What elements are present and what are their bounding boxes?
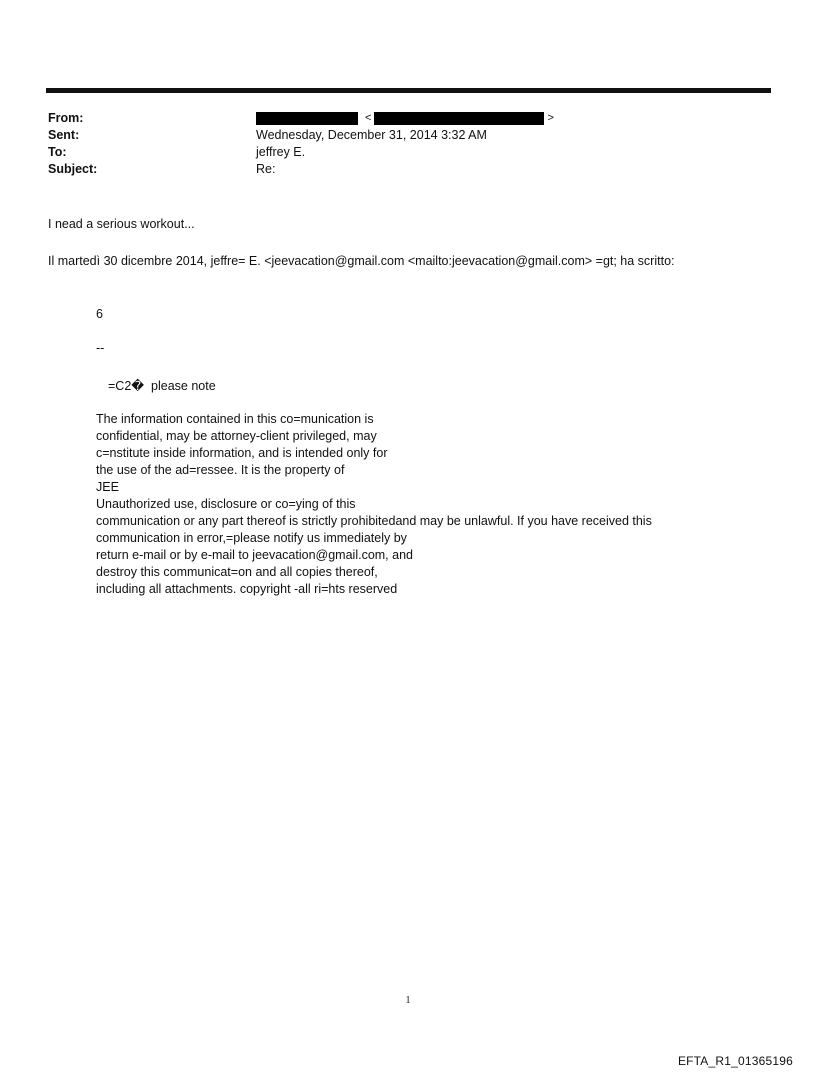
- disclaimer-line: confidential, may be attorney-client privileged, may: [96, 429, 377, 443]
- disclaimer-line: including all attachments. copyright -all ri=hts reserved: [96, 582, 398, 596]
- subject-row: [48, 161, 748, 178]
- signature-separator: --: [96, 341, 105, 355]
- disclaimer-line: destroy this communicat=on and all copies thereof,: [96, 565, 378, 579]
- to-value: jeffrey E.: [256, 145, 306, 159]
- sent-row: [48, 127, 748, 144]
- sent-label: Sent:: [48, 128, 80, 142]
- email-header: [48, 110, 748, 178]
- message-line-1: I nead a serious workout...: [48, 217, 195, 231]
- from-label: From:: [48, 111, 84, 125]
- message-quote-intro: Il martedì 30 dicembre 2014, jeffre= E. <jeevacation@gmail.com <mailto:jeevacation@gmail.com> =gt; ha scritto:: [48, 254, 675, 268]
- from-row: [48, 110, 748, 127]
- header-rule: [46, 88, 771, 93]
- disclaimer-line: the use of the ad=ressee. It is the property of: [96, 463, 345, 477]
- page-number: 1: [405, 995, 411, 1006]
- please-note-line: =C2� please note: [108, 379, 216, 393]
- subject-value: Re:: [256, 162, 276, 176]
- from-close-bracket: >: [547, 112, 554, 124]
- redacted-sender-name: [256, 112, 358, 125]
- disclaimer-line: Unauthorized use, disclosure or co=ying of this: [96, 497, 356, 511]
- from-value: [256, 110, 554, 127]
- document-id: EFTA_R1_01365196: [677, 1054, 793, 1068]
- sent-value: Wednesday, December 31, 2014 3:32 AM: [256, 128, 487, 142]
- quoted-message: [96, 306, 756, 598]
- quoted-number: 6: [96, 307, 103, 321]
- redacted-sender-email: [374, 112, 544, 125]
- disclaimer-line: communication in error,=please notify us immediately by: [96, 531, 407, 545]
- disclaimer-line: The information contained in this co=munication is: [96, 412, 374, 426]
- subject-label: Subject:: [48, 162, 98, 176]
- disclaimer-line: JEE: [96, 480, 119, 494]
- disclaimer-line: c=nstitute inside information, and is intended only for: [96, 446, 388, 460]
- confidentiality-disclaimer: [96, 411, 756, 598]
- from-open-bracket: <: [365, 112, 372, 124]
- to-label: To:: [48, 145, 67, 159]
- disclaimer-line: return e-mail or by e-mail to jeevacation@gmail.com, and: [96, 548, 413, 562]
- disclaimer-line: communication or any part thereof is strictly prohibitedand may be unlawful. If you have received this: [96, 514, 652, 528]
- to-row: [48, 144, 748, 161]
